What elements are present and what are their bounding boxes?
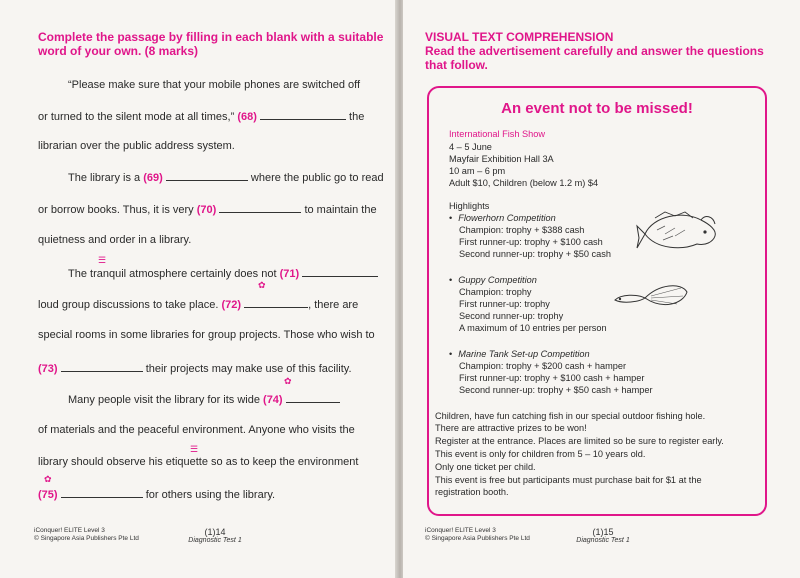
passage-line: Many people visit the library for its wide (74) — [38, 391, 384, 408]
event-venue: Mayfair Exhibition Hall 3A — [449, 154, 554, 164]
passage-line: “Please make sure that your mobile phones are switched off — [68, 79, 361, 91]
guppy-fish-icon — [611, 278, 691, 314]
prize-line: Champion: trophy + $200 cash + hamper — [459, 361, 627, 371]
left-page — [0, 0, 397, 578]
highlights-heading: Highlights — [449, 201, 490, 211]
page-number: (1)14 Diagnostic Test 1 — [188, 527, 242, 544]
hint-icon: ✿ — [44, 474, 52, 484]
blank-number-75: (75) — [38, 489, 58, 501]
prize-line: First runner-up: trophy + $100 cash — [459, 237, 603, 247]
event-date: 4 – 5 June — [449, 142, 492, 152]
prize-line: Second runner-up: trophy — [459, 311, 564, 321]
passage-line: quietness and order in a library. — [38, 234, 192, 246]
hint-icon: ☰ — [98, 255, 107, 265]
blank-number-74: (74) — [263, 394, 283, 406]
ad-headline: An event not to be missed! — [501, 100, 693, 117]
blank-70[interactable] — [219, 201, 301, 213]
passage-line: The library is a (69) where the public go to read — [38, 169, 384, 186]
passage-line: loud group discussions to take place. (72) , there are — [38, 296, 384, 313]
blank-72[interactable] — [244, 296, 308, 308]
passage-line: The tranquil atmosphere certainly does not (71) — [38, 265, 384, 282]
flowerhorn-fish-icon — [635, 204, 723, 256]
hint-icon: ☰ — [190, 444, 199, 454]
blank-number-72: (72) — [221, 299, 242, 311]
right-page — [403, 0, 800, 578]
event-price: Adult $10, Children (below 1.2 m) $4 — [449, 178, 599, 188]
notice-line: This event is only for children from 5 – 10 years old. — [435, 449, 646, 459]
event-time: 10 am – 6 pm — [449, 166, 506, 176]
competition-title: • Flowerhorn Competition — [449, 212, 556, 224]
hint-icon: ✿ — [258, 280, 266, 290]
prize-line: First runner-up: trophy — [459, 299, 550, 309]
cloze-instruction: Complete the passage by filling in each blank with a suitable word of your own. (8 marks) — [38, 30, 384, 58]
passage-line: or borrow books. Thus, it is very (70) to maintain the — [38, 201, 384, 218]
blank-number-71: (71) — [279, 268, 300, 280]
competition-title: • Guppy Competition — [449, 274, 537, 286]
passage-line: librarian over the public address system. — [38, 140, 235, 152]
prize-line: First runner-up: trophy + $100 cash + hamper — [459, 373, 645, 383]
passage-line: or turned to the silent mode at all times,” (68) the — [38, 108, 384, 125]
page-number: (1)15 Diagnostic Test 1 — [576, 527, 630, 544]
passage-line: (75) for others using the library. — [38, 486, 384, 503]
passage-line: (73) their projects may make use of this facility. — [38, 360, 384, 377]
prize-line: Champion: trophy — [459, 287, 532, 297]
notice-line: Register at the entrance. Places are limited so be sure to register early. — [435, 436, 724, 446]
competition-title: • Marine Tank Set-up Competition — [449, 348, 590, 360]
notice-line: Only one ticket per child. — [435, 462, 536, 472]
prize-line: Second runner-up: trophy + $50 cash — [459, 249, 611, 259]
section-title: VISUAL TEXT COMPREHENSION Read the advertisement carefully and answer the questions that follow. — [425, 30, 764, 72]
prize-line: Champion: trophy + $388 cash — [459, 225, 585, 235]
passage-line: library should observe his etiquette so as to keep the environment — [38, 456, 359, 468]
passage-line: of materials and the peaceful environment. Anyone who visits the — [38, 424, 355, 436]
notice-line: This event is free but participants must purchase bait for $1 at the — [435, 475, 702, 485]
event-name: International Fish Show — [449, 129, 546, 139]
notice-line: Children, have fun catching fish in our special outdoor fishing hole. — [435, 411, 706, 421]
footer-credits: iConquer! ELITE Level 3 © Singapore Asia Publishers Pte Ltd — [34, 527, 139, 542]
hint-icon: ✿ — [284, 376, 292, 386]
blank-71[interactable] — [302, 265, 378, 277]
blank-number-68: (68) — [237, 111, 257, 123]
blank-69[interactable] — [166, 169, 248, 181]
passage-line: special rooms in some libraries for group projects. Those who wish to — [38, 329, 375, 341]
notice-line: There are attractive prizes to be won! — [435, 423, 587, 433]
blank-number-73: (73) — [38, 363, 58, 375]
prize-line: A maximum of 10 entries per person — [459, 323, 607, 333]
blank-74[interactable] — [286, 391, 340, 403]
blank-75[interactable] — [61, 486, 143, 498]
notice-line: registration booth. — [435, 487, 509, 497]
blank-number-70: (70) — [196, 204, 217, 216]
blank-number-69: (69) — [143, 172, 163, 184]
advertisement-box — [427, 86, 767, 516]
blank-73[interactable] — [61, 360, 143, 372]
prize-line: Second runner-up: trophy + $50 cash + hamper — [459, 385, 653, 395]
footer-credits: iConquer! ELITE Level 3 © Singapore Asia Publishers Pte Ltd — [425, 527, 530, 542]
blank-68[interactable] — [260, 108, 346, 120]
